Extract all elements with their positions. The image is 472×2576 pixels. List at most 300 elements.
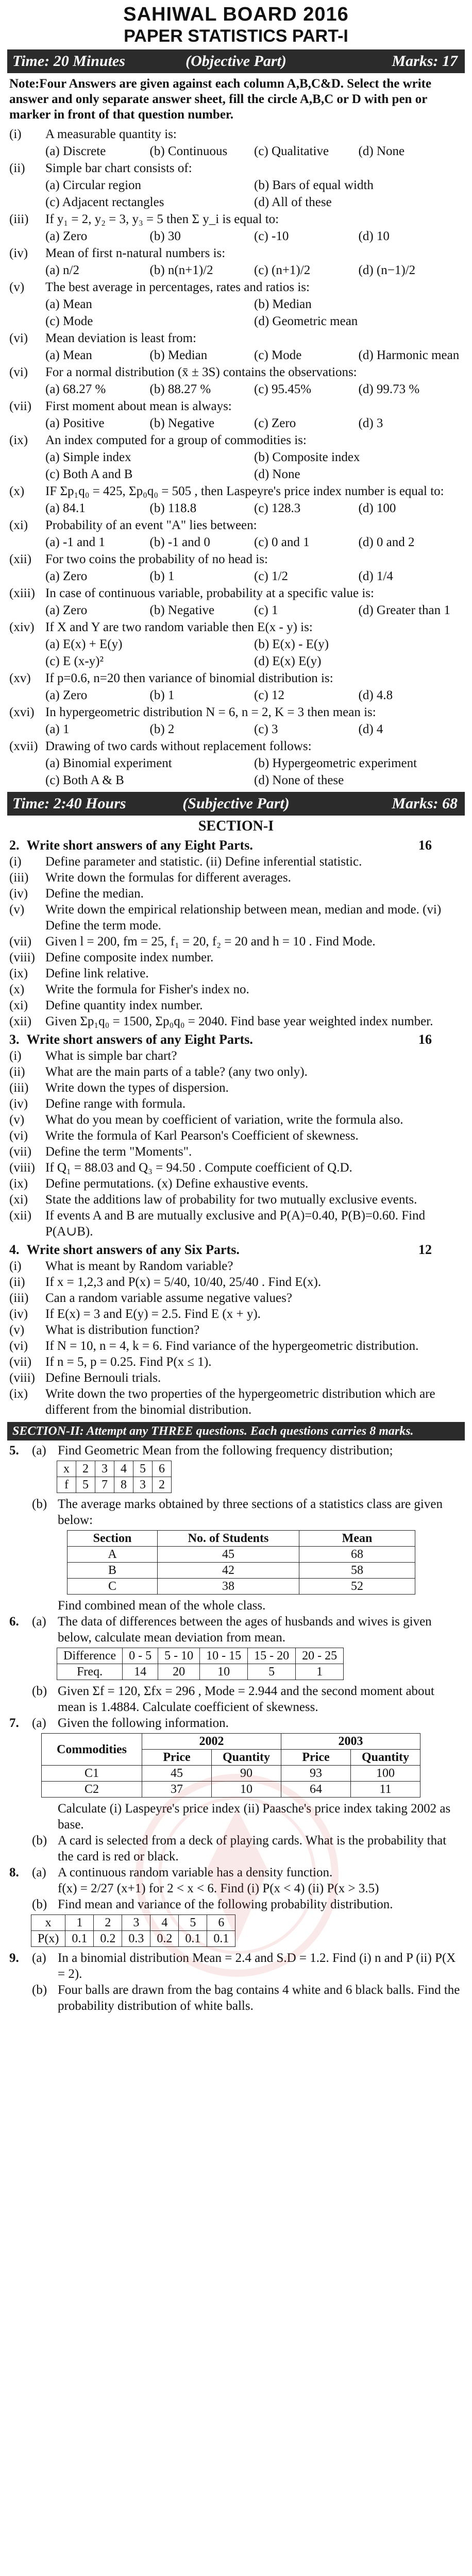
short-question-part — [9, 1013, 463, 1029]
table-row — [57, 1648, 344, 1664]
short-questions — [0, 837, 472, 1418]
q7-a-table — [41, 1733, 420, 1798]
objective-part-label: (Objective Part) — [186, 53, 286, 70]
table-cell: 37 — [142, 1782, 212, 1798]
objective-note: Note:Four Answers are given against each column A,B,C&D. Select the write answer and only separate answer sheet, fill the circle A,B,C or D with pen or marker in front of that question number. — [9, 77, 432, 122]
mcq-number: (xii) — [9, 552, 32, 566]
mcq-number: (iii) — [9, 212, 29, 226]
question-marks: 16 — [418, 1032, 432, 1047]
mcq-option: (b) 88.27 % — [149, 382, 211, 396]
table-cell: 5 — [133, 1461, 153, 1477]
short-question-part — [9, 997, 463, 1013]
q6-b-text: Given Σf = 120, Σfx = 296 , Mode = 2.944 and the second moment about mean is 1.4884. Calculate coefficient of skewness. — [58, 1684, 435, 1714]
table-cell: 6 — [153, 1461, 172, 1477]
short-question-part — [9, 1370, 463, 1386]
mcq-option: (b) Negative — [149, 416, 215, 430]
mcq-option: (b) Median — [254, 297, 312, 311]
table-cell: 5 — [76, 1477, 95, 1493]
short-question-part — [9, 934, 463, 950]
table-cell: 2 — [94, 1915, 122, 1931]
table-cell: 0.1 — [207, 1931, 235, 1947]
mcq-option: (c) -10 — [254, 229, 289, 243]
mcq-options — [9, 500, 463, 517]
objective-header-bar — [7, 49, 465, 73]
mcq-item — [9, 517, 463, 551]
question-number: 4. — [9, 1242, 20, 1257]
mcq-stem — [9, 517, 463, 534]
part-text: Write down the two properties of the hypergeometric distribution which are different from the binomial distribution. — [45, 1387, 435, 1417]
q6-a-text: The data of differences between the ages of husbands and wives is given below, calculate mean deviation from mean. — [58, 1615, 432, 1645]
table-row — [68, 1563, 415, 1579]
q5-b-text: The average marks obtained by three sections of a statistics class are given below: — [58, 1497, 443, 1527]
short-question-part — [9, 1274, 463, 1290]
part-number: (ii) — [9, 1275, 25, 1289]
part-number: (iii) — [9, 1291, 29, 1305]
table-cell: 5 — [179, 1915, 207, 1931]
part-text: Given l = 200, fm = 25, f₁ = 20, f₂ = 20 and h = 10 . Find Mode. — [45, 935, 376, 948]
question-number: 3. — [9, 1032, 20, 1047]
mcq-question: The best average in percentages, rates and ratios is: — [45, 280, 310, 294]
mcq-option: (c) Qualitative — [254, 144, 329, 158]
part-number: (i) — [9, 1259, 22, 1273]
table-cell: 0.1 — [179, 1931, 207, 1947]
mcq-option: (d) Geometric mean — [254, 314, 358, 328]
section-1-title: SECTION-I — [198, 818, 274, 834]
short-question-part — [9, 870, 463, 886]
mcq-option: (b) 1 — [149, 569, 175, 583]
part-text: Define parameter and statistic. (ii) Define inferential statistic. — [45, 855, 362, 869]
q7-a-after: Calculate (i) Laspeyre's price index (ii) Paasche's price index taking 2002 as base. — [58, 1802, 451, 1832]
mcq-option: (a) 68.27 % — [45, 382, 106, 396]
table-header-cell: 2002 — [142, 1734, 281, 1750]
mcq-option: (a) Simple index — [45, 450, 131, 464]
part-number: (iii) — [9, 871, 29, 885]
part-text: What is simple bar chart? — [45, 1049, 177, 1063]
part-number: (v) — [9, 1113, 25, 1127]
mcq-option: (d) 99.73 % — [358, 382, 420, 396]
section-2-bar: SECTION-II: Attempt any THREE questions. Each questions carries 8 marks. — [7, 1422, 465, 1440]
mcq-options — [9, 636, 463, 670]
table-cell: 2 — [153, 1477, 172, 1493]
mcq-number: (v) — [9, 280, 25, 294]
table-row — [57, 1664, 344, 1680]
table-header-cell: Price — [281, 1750, 351, 1766]
part-text: If Q₁ = 88.03 and Q₃ = 94.50 . Compute coefficient of Q.D. — [45, 1161, 352, 1175]
mcq-number: (xi) — [9, 518, 28, 532]
mcq-stem — [9, 670, 463, 687]
mcq-item — [9, 160, 463, 211]
short-question-part — [9, 1192, 463, 1208]
table-row — [68, 1547, 415, 1563]
mcq-option: (a) Discrete — [45, 144, 106, 158]
mcq-option: (c) 3 — [254, 722, 278, 736]
long-question-8: 8. (a) A continuous random variable has a density function. f(x) = 2/27 (x+1) for 2 < x < 6. Find (i) P(x < 4) (ii) P(x > 3.5) (b) Find mean and variance of the following probability distribution. x 1 2 3 4 5 6 P(x) 0.1 0.2 0.3 0.2 0.1 0.1 — [0, 1865, 472, 1947]
table-header-cell: Section — [68, 1531, 158, 1547]
q8-a-text: A continuous random variable has a density function. — [58, 1866, 333, 1879]
mcq-option: (b) Continuous — [149, 144, 228, 158]
mcq-question: Mean deviation is least from: — [45, 331, 196, 345]
mcq-options — [9, 687, 463, 704]
short-question-part — [9, 1386, 463, 1418]
table-cell: 10 — [200, 1664, 248, 1680]
table-cell: 52 — [299, 1579, 415, 1595]
mcq-stem — [9, 738, 463, 755]
mcq-item — [9, 483, 463, 517]
mcq-option: (c) Both A & B — [45, 773, 124, 787]
part-text: Write the formula for Fisher's index no. — [45, 982, 249, 996]
mcq-stem — [9, 279, 463, 296]
table-cell: C1 — [42, 1766, 142, 1782]
mcq-stem — [9, 126, 463, 143]
mcq-option: (d) 100 — [358, 501, 396, 515]
table-cell: 4 — [114, 1461, 133, 1477]
mcq-question: A measurable quantity is: — [45, 127, 177, 141]
q7-a-text: Given the following information. — [58, 1716, 229, 1730]
short-question-q4 — [0, 1242, 472, 1418]
table-cell: 20 — [158, 1664, 200, 1680]
table-cell: 45 — [158, 1547, 299, 1563]
mcq-option: (b) Hypergeometric experiment — [254, 756, 417, 770]
table-row — [68, 1579, 415, 1595]
part-text: Given Σp₁q₀ = 1500, Σp₀q₀ = 2040. Find base year weighted index number. — [45, 1014, 433, 1028]
short-question-part — [9, 965, 463, 981]
mcq-option: (c) 1 — [254, 603, 278, 617]
mcq-option: (d) Harmonic mean — [358, 348, 460, 362]
mcq-number: (vi) — [9, 331, 28, 345]
table-cell: 15 - 20 — [248, 1648, 296, 1664]
part-text: Define the median. — [45, 887, 144, 901]
part-number: (xi) — [9, 1193, 28, 1207]
long-question-6: 6. (a) The data of differences between the ages of husbands and wives is given below, calculate mean deviation from mean. Difference 0 - 5 5 - 10 10 - 15 15 - 20 20 - 25 Freq. 14 20 10 5 1 (b) Given Σf = 120, Σfx = 296 , Mode = 2.944 and the second moment about mean is 1.4884. Calculate coefficient of skewness. — [0, 1614, 472, 1715]
board-title: SAHIWAL BOARD 2016 — [123, 4, 349, 25]
mcq-question: For a normal distribution (x̄ ± 3S) contains the observations: — [45, 365, 357, 379]
table-cell: 45 — [142, 1766, 212, 1782]
long-question-9: 9. (a) In a binomial distribution Mean = 2.4 and S.D = 1.2. Find (i) n and P (ii) P(X = 2). (b) Four balls are drawn from the bag contains 4 white and 6 black balls. Find the probability distribution of white balls. — [0, 1950, 472, 2014]
mcq-option: (a) Mean — [45, 297, 92, 311]
objective-time: Time: 20 Minutes — [12, 53, 125, 70]
part-number: (vi) — [9, 1129, 28, 1143]
mcq-number: (ix) — [9, 433, 28, 447]
mcq-option: (d) 10 — [358, 229, 390, 243]
mcq-option: (a) n/2 — [45, 263, 79, 277]
subjective-time: Time: 2:40 Hours — [12, 795, 126, 812]
table-header-cell: Mean — [299, 1531, 415, 1547]
part-number: (vi) — [9, 1339, 28, 1353]
table-row — [57, 1461, 172, 1477]
table-row — [31, 1915, 235, 1931]
table-cell: 0.2 — [150, 1931, 179, 1947]
part-text: What are the main parts of a table? (any two only). — [45, 1065, 308, 1079]
mcq-stem — [9, 704, 463, 721]
mcq-item — [9, 432, 463, 483]
short-question-part — [9, 1306, 463, 1322]
mcq-number: (i) — [9, 127, 22, 141]
table-header-row — [68, 1531, 415, 1547]
mcq-item — [9, 364, 463, 398]
short-question-part — [9, 1338, 463, 1354]
question-marks: 12 — [418, 1242, 432, 1257]
mcq-option: (d) 1/4 — [358, 569, 393, 583]
q8-a-formula: f(x) = 2/27 (x+1) for 2 < x < 6. Find (i) P(x < 4) (ii) P(x > 3.5) — [58, 1882, 379, 1895]
part-text: Define the term "Moments". — [45, 1145, 192, 1159]
mcq-option: (c) 1/2 — [254, 569, 288, 583]
table-cell: 0.1 — [65, 1931, 94, 1947]
table-cell: 20 - 25 — [296, 1648, 344, 1664]
mcq-option: (d) None — [254, 467, 300, 481]
table-cell: 8 — [114, 1477, 133, 1493]
mcq-option: (d) 0 and 2 — [358, 535, 415, 549]
mcq-option: (b) E(x) - E(y) — [254, 637, 329, 651]
mcq-option: (c) Zero — [254, 416, 296, 430]
mcq-question: Simple bar chart consists of: — [45, 161, 192, 175]
part-number: (iv) — [9, 1307, 28, 1321]
table-cell: 7 — [95, 1477, 114, 1493]
table-header-cell: 2003 — [281, 1734, 420, 1750]
part-number: (v) — [9, 903, 25, 917]
part-number: (ix) — [9, 1387, 28, 1401]
mcq-item — [9, 211, 463, 245]
mcq-option: (d) 4 — [358, 722, 383, 736]
mcq-stem — [9, 551, 463, 568]
mcq-options — [9, 415, 463, 432]
part-text: Write down the empirical relationship between mean, median and mode. (vi) Define the term mode. — [45, 903, 442, 933]
table-cell: 58 — [299, 1563, 415, 1579]
mcq-option: (a) Zero — [45, 569, 88, 583]
mcq-number: (xvii) — [9, 739, 38, 753]
mcq-option: (b) Negative — [149, 603, 215, 617]
table-row — [31, 1931, 235, 1947]
q8-b-text: Find mean and variance of the following probability distribution. — [58, 1897, 393, 1911]
part-text: What is distribution function? — [45, 1323, 200, 1337]
mcq-option: (c) Both A and B — [45, 467, 133, 481]
part-text: Can a random variable assume negative values? — [45, 1291, 292, 1305]
table-cell: C — [68, 1579, 158, 1595]
mcq-option: (c) Mode — [254, 348, 302, 362]
subjective-part-label: (Subjective Part) — [182, 795, 290, 812]
short-question-part — [9, 1208, 463, 1240]
part-text: Define composite index number. — [45, 951, 214, 964]
mcq-number: (xv) — [9, 671, 31, 685]
q5-b-after: Find combined mean of the whole class. — [58, 1599, 266, 1613]
short-question-part — [9, 886, 463, 902]
short-question-heading — [9, 1031, 463, 1048]
mcq-question: For two coins the probability of no head is: — [45, 552, 268, 566]
part-text: If x = 1,2,3 and P(x) = 5/40, 10/40, 25/40 . Find E(x). — [45, 1275, 322, 1289]
part-number: (ix) — [9, 967, 28, 980]
mcq-question: If y₁ = 2, y₂ = 3, y₃ = 5 then Σ y_i is equal to: — [45, 212, 279, 226]
mcq-options — [9, 534, 463, 551]
mcq-option: (a) Zero — [45, 229, 88, 243]
table-cell: 68 — [299, 1547, 415, 1563]
part-number: (ii) — [9, 1065, 25, 1079]
mcq-options — [9, 177, 463, 211]
mcq-option: (c) Mode — [45, 314, 93, 328]
short-question-q2 — [0, 837, 472, 1029]
part-number: (vii) — [9, 1145, 32, 1159]
part-number: (viii) — [9, 1371, 35, 1385]
mcq-stem — [9, 330, 463, 347]
part-text: Write down the types of dispersion. — [45, 1081, 229, 1095]
mcq-options — [9, 449, 463, 483]
short-question-heading — [9, 837, 463, 854]
part-text: Define range with formula. — [45, 1097, 186, 1111]
table-cell: 3 — [122, 1915, 150, 1931]
mcq-item — [9, 126, 463, 160]
table-cell: 93 — [281, 1766, 351, 1782]
mcq-stem — [9, 398, 463, 415]
table-cell: 10 — [212, 1782, 281, 1798]
part-number: (ix) — [9, 1177, 28, 1191]
table-cell: 1 — [65, 1915, 94, 1931]
mcq-stem — [9, 432, 463, 449]
short-question-part — [9, 902, 463, 934]
short-question-part — [9, 1048, 463, 1064]
part-text: What do you mean by coefficient of variation, write the formula also. — [45, 1113, 403, 1127]
part-text: Write down the formulas for different averages. — [45, 871, 291, 885]
table-cell: 1 — [296, 1664, 344, 1680]
mcq-option: (b) 118.8 — [149, 501, 197, 515]
short-question-part — [9, 1080, 463, 1096]
mcq-item — [9, 738, 463, 789]
table-cell: x — [31, 1915, 65, 1931]
mcq-question: Probability of an event "A" lies between: — [45, 518, 257, 532]
mcq-question: If p=0.6, n=20 then variance of binomial distribution is: — [45, 671, 333, 685]
short-question-part — [9, 1258, 463, 1274]
mcq-item — [9, 245, 463, 279]
mcq-question: Mean of first n-natural numbers is: — [45, 246, 226, 260]
short-question-part — [9, 1176, 463, 1192]
mcq-options — [9, 143, 463, 160]
q9-a-text: In a binomial distribution Mean = 2.4 and S.D = 1.2. Find (i) n and P (ii) P(X = 2). — [58, 1951, 456, 1981]
mcq-option: (b) n(n+1)/2 — [149, 263, 213, 277]
mcq-option: (d) None of these — [254, 773, 344, 787]
subjective-marks: Marks: 68 — [392, 795, 458, 812]
long-question-5: 5. (a) Find Geometric Mean from the following frequency distribution; x 2 3 4 5 6 f 5 7 8 3 2 (b) The average marks obtained by three sections of a statistics class are given below: Section No. of Students Mean A 45 68 B 42 58 C 38 52 Find combined mean of the whole class. — [0, 1443, 472, 1614]
table-cell: 4 — [150, 1915, 179, 1931]
table-row — [42, 1782, 420, 1798]
mcq-option: (b) Composite index — [254, 450, 360, 464]
q5-a-table — [57, 1461, 172, 1493]
mcq-stem — [9, 364, 463, 381]
mcq-stem — [9, 483, 463, 500]
table-cell: 3 — [133, 1477, 153, 1493]
mcq-option: (b) -1 and 0 — [149, 535, 210, 549]
mcq-option: (c) (n+1)/2 — [254, 263, 311, 277]
mcq-option: (b) Bars of equal width — [254, 178, 374, 192]
mcq-item — [9, 551, 463, 585]
table-header-cell: Quantity — [351, 1750, 420, 1766]
mcq-option: (c) E (x-y)² — [45, 654, 104, 668]
mcq-options — [9, 755, 463, 789]
mcq-option: (d) 3 — [358, 416, 383, 430]
mcq-option: (b) 2 — [149, 722, 175, 736]
mcq-question: IF Σp₁q₀ = 425, Σp₀q₀ = 505 , then Laspeyre's price index number is equal to: — [45, 484, 444, 498]
table-header-row — [42, 1734, 420, 1750]
short-question-part — [9, 1128, 463, 1144]
mcq-item — [9, 619, 463, 670]
table-cell: 10 - 15 — [200, 1648, 248, 1664]
part-number: (xii) — [9, 1014, 32, 1028]
mcq-question: Drawing of two cards without replacement follows: — [45, 739, 312, 753]
part-number: (vii) — [9, 935, 32, 948]
mcq-option: (a) E(x) + E(y) — [45, 637, 123, 651]
mcq-number: (ii) — [9, 161, 25, 175]
mcq-option: (d) (n−1)/2 — [358, 263, 416, 277]
mcq-option: (a) 84.1 — [45, 501, 86, 515]
mcq-option: (a) Binomial experiment — [45, 756, 172, 770]
table-cell: Difference — [57, 1648, 123, 1664]
mcq-option: (d) Greater than 1 — [358, 603, 450, 617]
subjective-header-bar — [7, 792, 465, 816]
part-text: If E(x) = 3 and E(y) = 2.5. Find E (x + y). — [45, 1307, 261, 1321]
mcq-option: (c) 95.45% — [254, 382, 312, 396]
table-cell: 64 — [281, 1782, 351, 1798]
table-cell: 90 — [212, 1766, 281, 1782]
short-question-part — [9, 981, 463, 997]
mcq-options — [9, 602, 463, 619]
part-number: (xi) — [9, 998, 28, 1012]
mcq-option: (b) 30 — [149, 229, 181, 243]
objective-marks: Marks: 17 — [392, 53, 458, 70]
mcq-question: First moment about mean is always: — [45, 399, 232, 413]
mcq-question: An index computed for a group of commodities is: — [45, 433, 307, 447]
mcq-number: (vii) — [9, 399, 32, 413]
part-text: If n = 5, p = 0.25. Find P(x ≤ 1). — [45, 1355, 212, 1369]
table-cell: 0.2 — [94, 1931, 122, 1947]
part-number: (x) — [9, 982, 25, 996]
mcq-option: (c) 12 — [254, 688, 284, 702]
question-title: Write short answers of any Eight Parts. — [26, 1032, 253, 1047]
question-marks: 16 — [418, 838, 432, 853]
mcq-number: (vi) — [9, 365, 28, 379]
mcq-options — [9, 568, 463, 585]
part-number: (viii) — [9, 1161, 35, 1175]
mcq-item — [9, 704, 463, 738]
part-number: (v) — [9, 1323, 25, 1337]
mcq-option: (b) 1 — [149, 688, 175, 702]
table-row — [57, 1477, 172, 1493]
mcq-stem — [9, 619, 463, 636]
part-text: Define quantity index number. — [45, 998, 203, 1012]
mcq-list — [0, 126, 472, 789]
mcq-number: (xiv) — [9, 620, 35, 634]
short-question-part — [9, 1096, 463, 1112]
short-question-part — [9, 854, 463, 870]
part-text: If events A and B are mutually exclusive and P(A)=0.40, P(B)=0.60. Find P(A∪B). — [45, 1209, 426, 1239]
mcq-options — [9, 228, 463, 245]
mcq-option: (a) Positive — [45, 416, 105, 430]
table-cell: A — [68, 1547, 158, 1563]
table-cell: f — [57, 1477, 76, 1493]
mcq-options — [9, 262, 463, 279]
table-cell: 6 — [207, 1915, 235, 1931]
short-question-part — [9, 1290, 463, 1306]
q7-b-text: A card is selected from a deck of playing cards. What is the probability that the card is red or black. — [58, 1834, 447, 1863]
part-number: (viii) — [9, 951, 35, 964]
mcq-number: (x) — [9, 484, 25, 498]
part-text: If N = 10, n = 4, k = 6. Find variance of the hypergeometric distribution. — [45, 1339, 419, 1353]
mcq-option: (a) Mean — [45, 348, 92, 362]
short-question-part — [9, 1064, 463, 1080]
part-number: (i) — [9, 855, 22, 869]
mcq-item — [9, 279, 463, 330]
table-cell: x — [57, 1461, 76, 1477]
mcq-item — [9, 585, 463, 619]
mcq-options — [9, 296, 463, 330]
mcq-number: (xiii) — [9, 586, 35, 600]
mcq-option: (a) -1 and 1 — [45, 535, 105, 549]
table-cell: 0 - 5 — [123, 1648, 158, 1664]
